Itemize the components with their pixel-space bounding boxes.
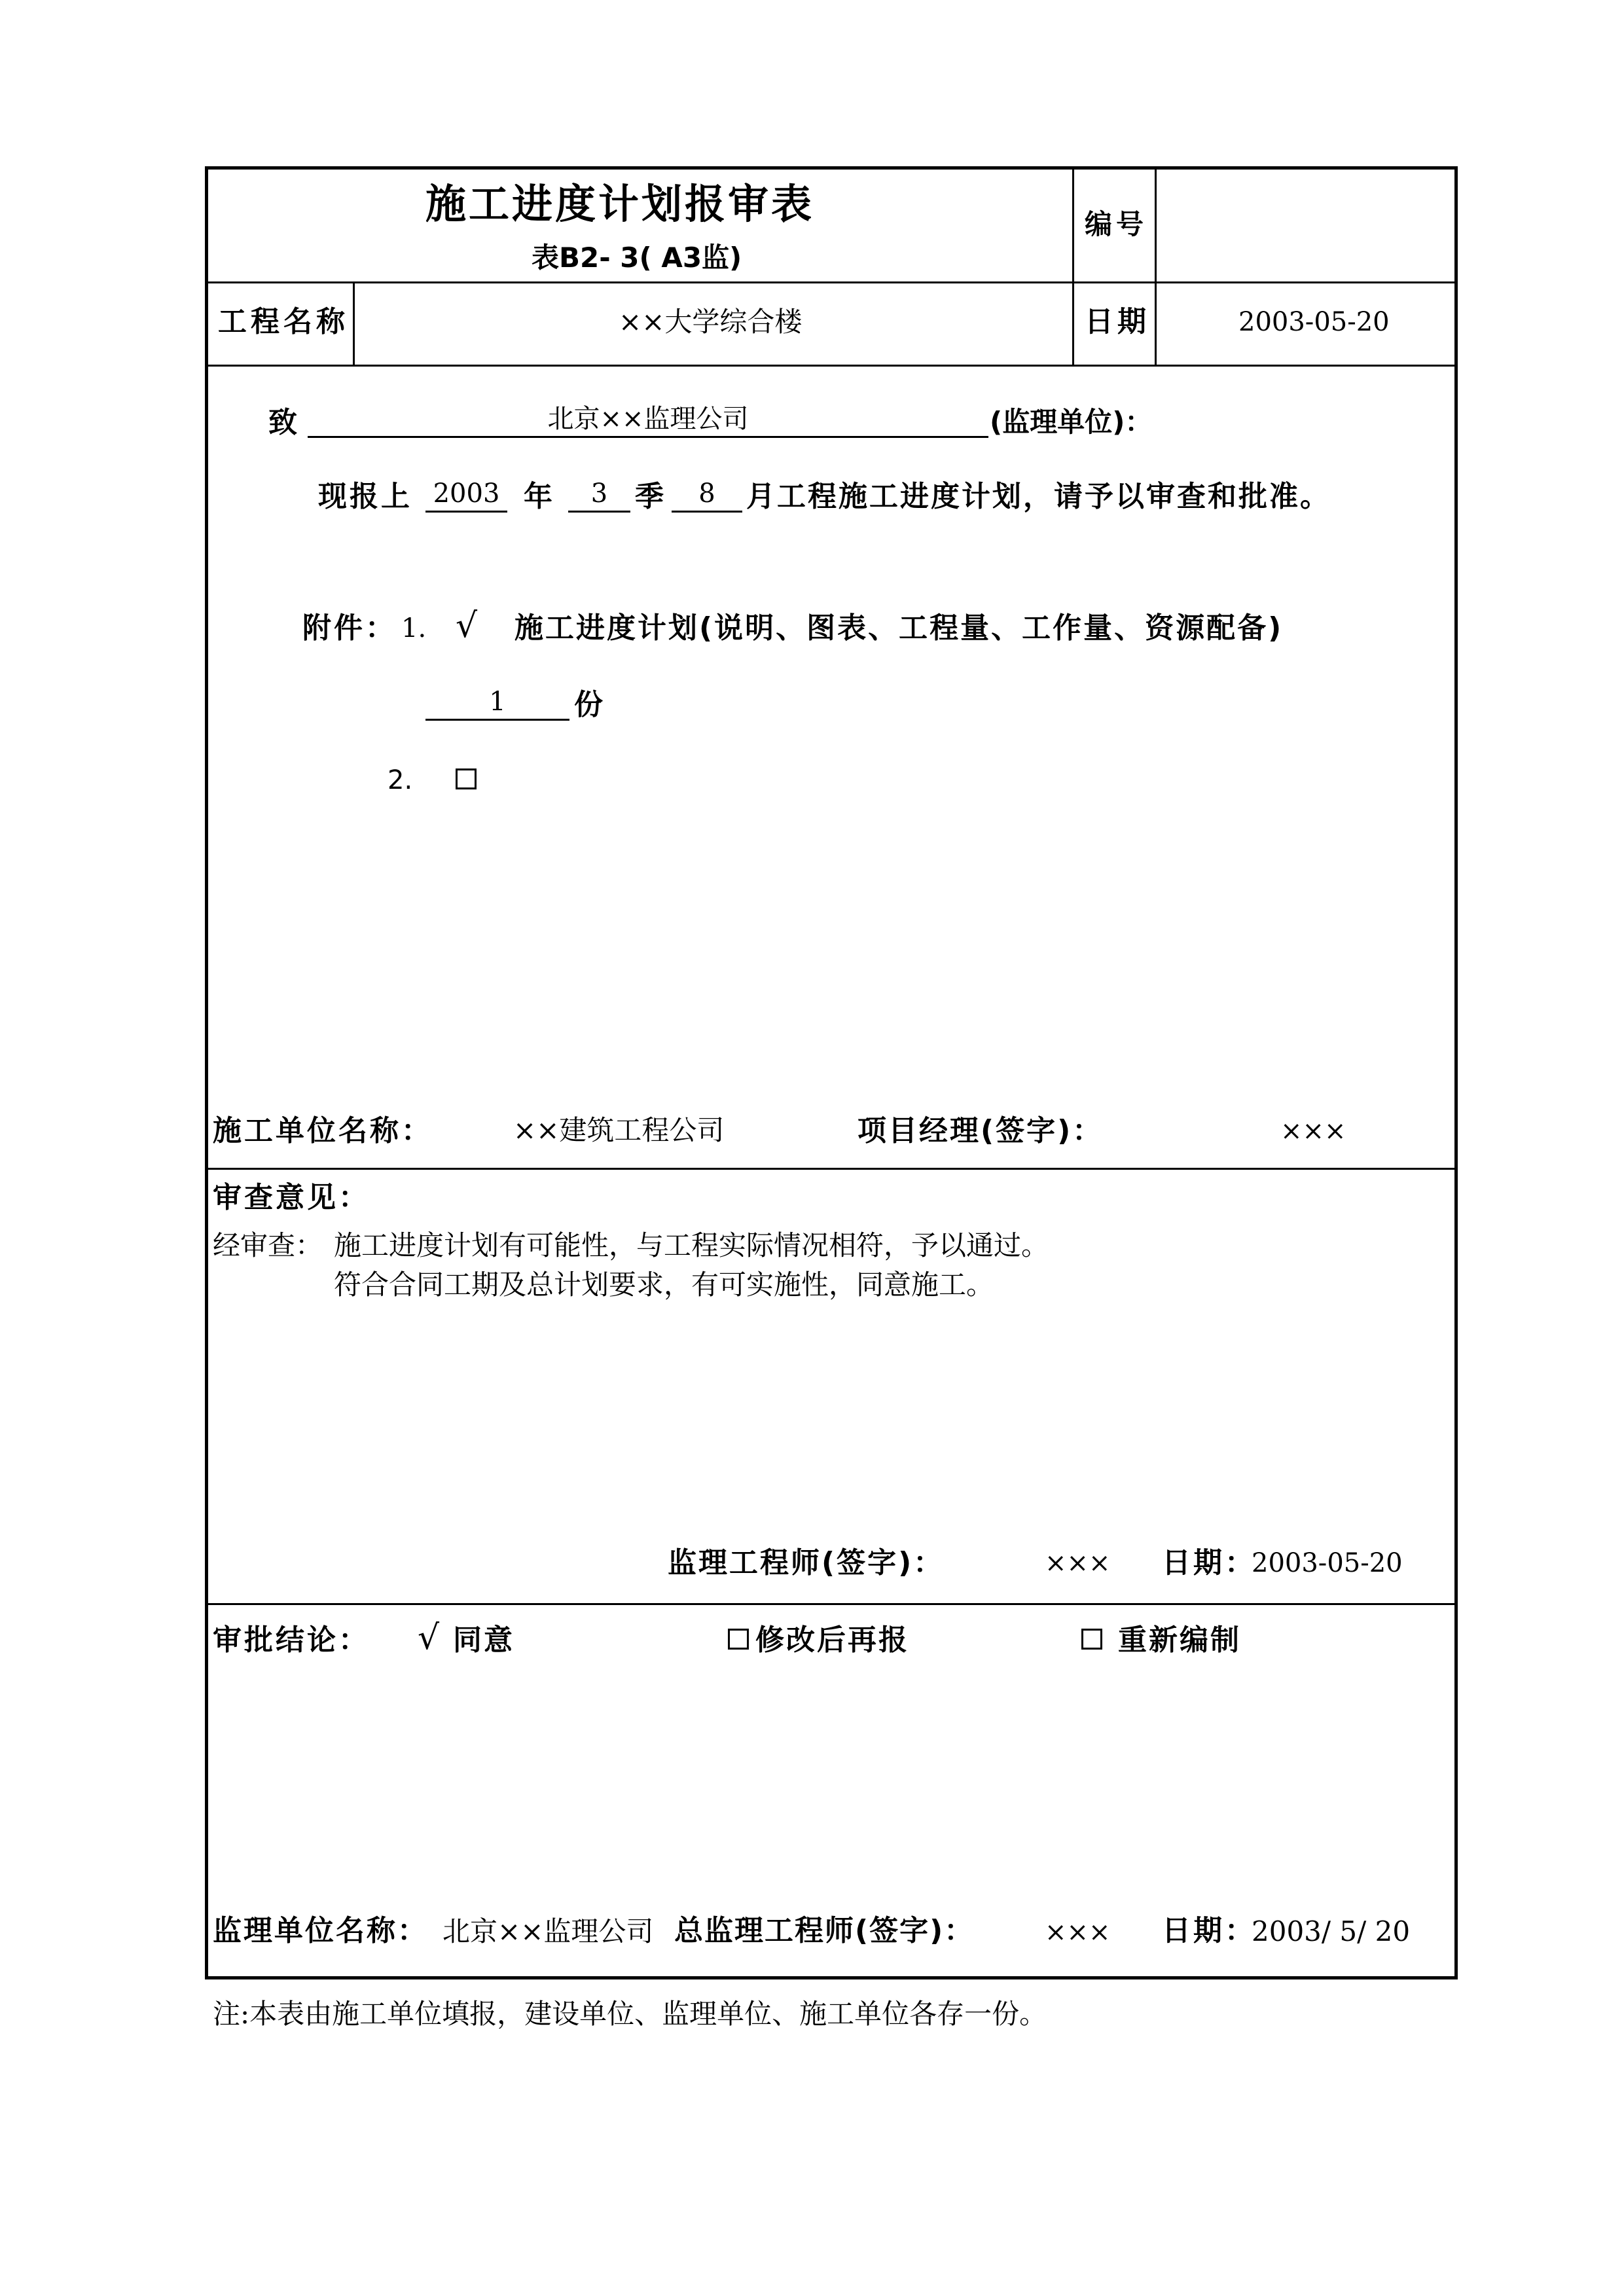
form-title: 施工进度计划报审表 — [425, 180, 815, 228]
pm-label: 项目经理(签字)： — [857, 1114, 1104, 1148]
supervisor-company-value[interactable]: 北京××监理公司 — [442, 1915, 654, 1947]
chief-engineer-label: 总监理工程师(签字)： — [674, 1914, 975, 1947]
year-value: 2003 — [433, 479, 500, 509]
review-line-1[interactable]: 施工进度计划有可能性，与工程实际情况相符，予以通过。 — [334, 1229, 1049, 1261]
review-date-value[interactable]: 2003-05-20 — [1252, 1548, 1403, 1578]
redo-checkbox[interactable] — [1081, 1629, 1102, 1650]
row-divider — [208, 365, 1454, 367]
engineer-signature[interactable]: ××× — [1045, 1548, 1111, 1578]
attachment-1-text: 施工进度计划(说明、图表、工程量、工作量、资源配备) — [514, 611, 1284, 645]
agree-option[interactable]: 同意 — [453, 1623, 514, 1657]
review-date-label: 日期： — [1162, 1546, 1256, 1580]
form-subtitle: 表B2- 3( A3监) — [532, 242, 742, 274]
year-field[interactable] — [425, 480, 507, 513]
copies-field[interactable] — [425, 689, 569, 721]
engineer-label: 监理工程师(签字)： — [668, 1546, 945, 1580]
row-divider — [208, 281, 1454, 283]
contractor-value[interactable]: ××建筑工程公司 — [513, 1114, 725, 1146]
review-prefix: 经审查： — [213, 1229, 323, 1261]
supervisor-company-label: 监理单位名称： — [213, 1914, 428, 1947]
approval-label: 审批结论： — [213, 1623, 370, 1657]
footnote: 注:本表由施工单位填报，建设单位、监理单位、施工单位各存一份。 — [213, 1998, 1047, 2030]
pm-signature[interactable]: ××× — [1280, 1116, 1346, 1146]
column-divider — [1155, 170, 1157, 365]
to-label: 致 — [268, 406, 297, 439]
to-suffix: (监理单位)： — [990, 406, 1153, 438]
project-name-value[interactable]: ××大学综合楼 — [619, 306, 803, 338]
approval-date-value[interactable]: 2003/ 5/ 20 — [1252, 1915, 1411, 1947]
column-divider — [353, 281, 355, 365]
copies-unit: 份 — [574, 688, 603, 721]
row-divider — [208, 1603, 1454, 1605]
month-value: 8 — [698, 479, 715, 509]
attachment-2-checkbox[interactable] — [456, 768, 477, 789]
report-suffix: 月工程施工进度计划，请予以审查和批准。 — [746, 480, 1331, 513]
date-value[interactable]: 2003-05-20 — [1238, 307, 1390, 337]
year-unit: 年 — [524, 480, 552, 513]
row-divider — [208, 1168, 1454, 1170]
copies-value: 1 — [489, 687, 506, 717]
to-value: 北京××监理公司 — [547, 404, 749, 434]
month-field[interactable] — [672, 480, 742, 513]
agree-check-icon[interactable]: √ — [418, 1618, 440, 1657]
review-line-2[interactable]: 符合合同工期及总计划要求，有可实施性，同意施工。 — [334, 1269, 994, 1301]
project-name-label: 工程名称 — [218, 305, 349, 338]
report-prefix: 现报上 — [318, 480, 412, 513]
to-field[interactable] — [308, 406, 988, 438]
form-table — [205, 166, 1458, 1979]
approval-date-label: 日期： — [1162, 1914, 1256, 1947]
attachment-2-number: 2. — [388, 765, 413, 795]
chief-engineer-signature[interactable]: ××× — [1045, 1917, 1111, 1947]
attachment-1-check-icon[interactable]: √ — [456, 606, 478, 645]
revise-option[interactable]: 修改后再报 — [755, 1623, 909, 1657]
redo-option[interactable]: 重新编制 — [1118, 1623, 1241, 1657]
season-unit: 季 — [635, 480, 664, 513]
contractor-label: 施工单位名称： — [213, 1114, 433, 1148]
revise-checkbox[interactable] — [728, 1629, 749, 1650]
date-label: 日期 — [1085, 305, 1150, 338]
season-field[interactable] — [568, 480, 630, 513]
attachment-1-number: 1. — [401, 613, 427, 643]
attachment-label: 附件： — [302, 611, 397, 645]
number-label: 编号 — [1085, 208, 1148, 240]
column-divider — [1072, 170, 1074, 365]
season-value: 3 — [590, 479, 608, 509]
review-label: 审查意见： — [213, 1181, 370, 1214]
